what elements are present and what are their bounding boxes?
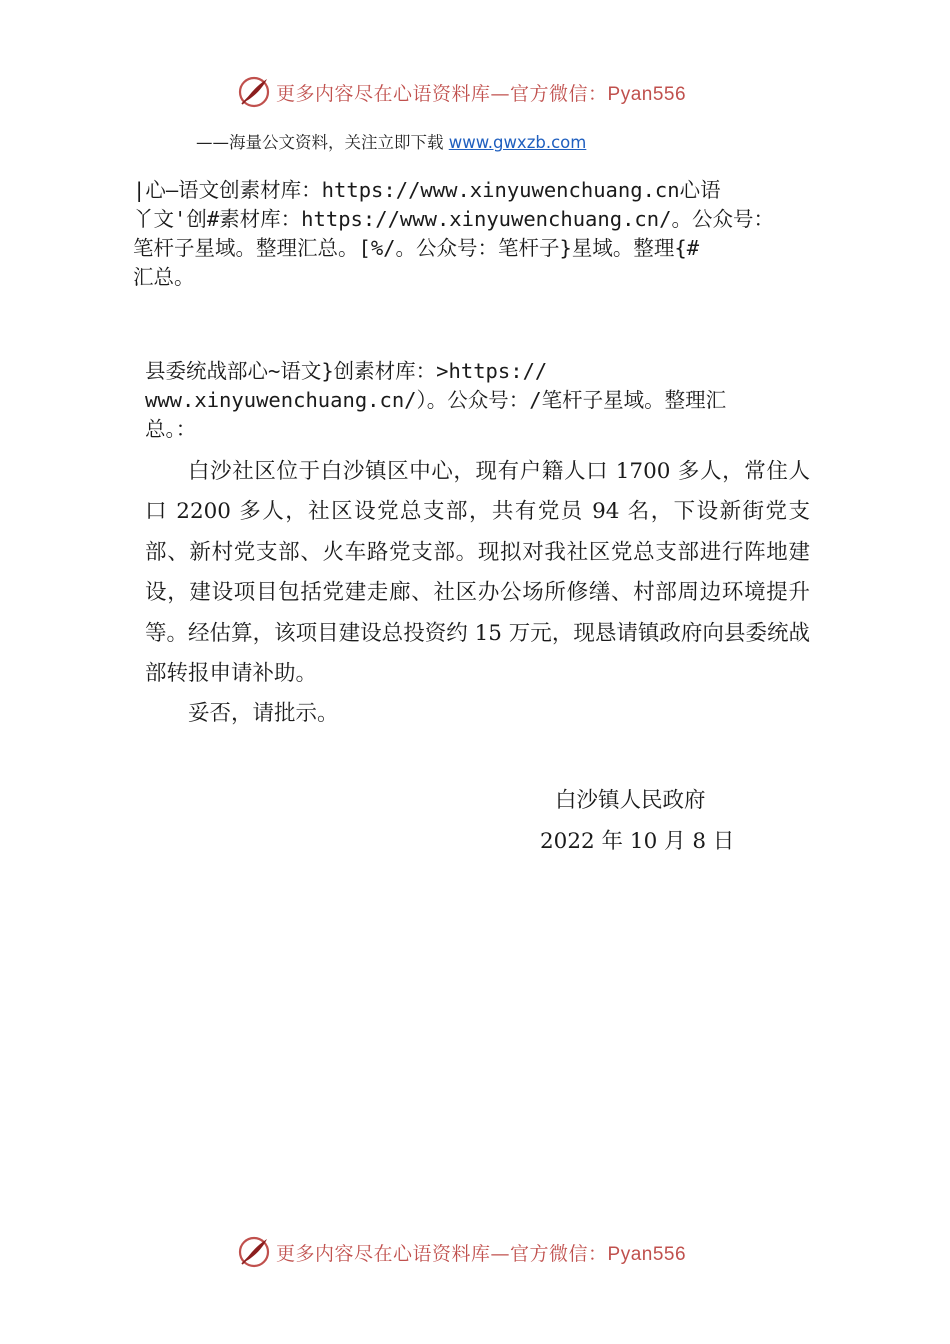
banner-text: 更多内容尽在心语资料库—官方微信：Pyan556 bbox=[276, 82, 687, 105]
footer-banner bbox=[236, 1232, 756, 1272]
subline-prefix: ——海量公文资料，关注立即下载 bbox=[196, 133, 449, 152]
header-banner bbox=[236, 72, 756, 112]
watermark-text-block: |心—语文创素材库：https://www.xinyuwenchuang.cn心语 丫文'创#素材库：https://www.xinyuwenchuang.cn/。公众号： 笔杆子星域。整理汇总。[%/。公众号：笔杆子}星域。整理{# 汇总。 bbox=[133, 178, 774, 289]
download-link[interactable]: www.gwxzb.com bbox=[448, 133, 587, 152]
banner-text: 更多内容尽在心语资料库—官方微信：Pyan556 bbox=[276, 1242, 687, 1265]
signature-date: 2022 年 10 月 8 日 bbox=[540, 829, 735, 854]
quill-logo-icon bbox=[236, 1234, 272, 1270]
wechat-id: Pyan556 bbox=[607, 1243, 687, 1265]
watermark-text-block-2: 县委统战部心~语文}创素材库：>https:// www.xinyuwenchuang.cn/）。公众号：/笔杆子星域。整理汇 总。： bbox=[145, 359, 727, 441]
download-subline bbox=[196, 129, 586, 153]
quill-logo-icon bbox=[236, 74, 272, 110]
document-body bbox=[145, 452, 810, 735]
body-paragraph-closing: 妥否，请批示。 bbox=[188, 701, 339, 727]
signature-organization: 白沙镇人民政府 bbox=[555, 788, 706, 813]
wechat-id: Pyan556 bbox=[607, 83, 687, 105]
body-paragraph: 白沙社区位于白沙镇区中心，现有户籍人口 1700 多人，常住人口 2200 多人，社区设党总支部，共有党员 94 名，下设新街党支部、新村党支部、火车路党支部。现拟对我社区党总支部进行阵地建设，建设项目包括党建走廊、社区办公场所修缮、村部周边环境提升等。经估算，该项目建设总投资约 15 万元，现恳请镇政府向县委统战部转报申请补助。 bbox=[145, 459, 810, 687]
